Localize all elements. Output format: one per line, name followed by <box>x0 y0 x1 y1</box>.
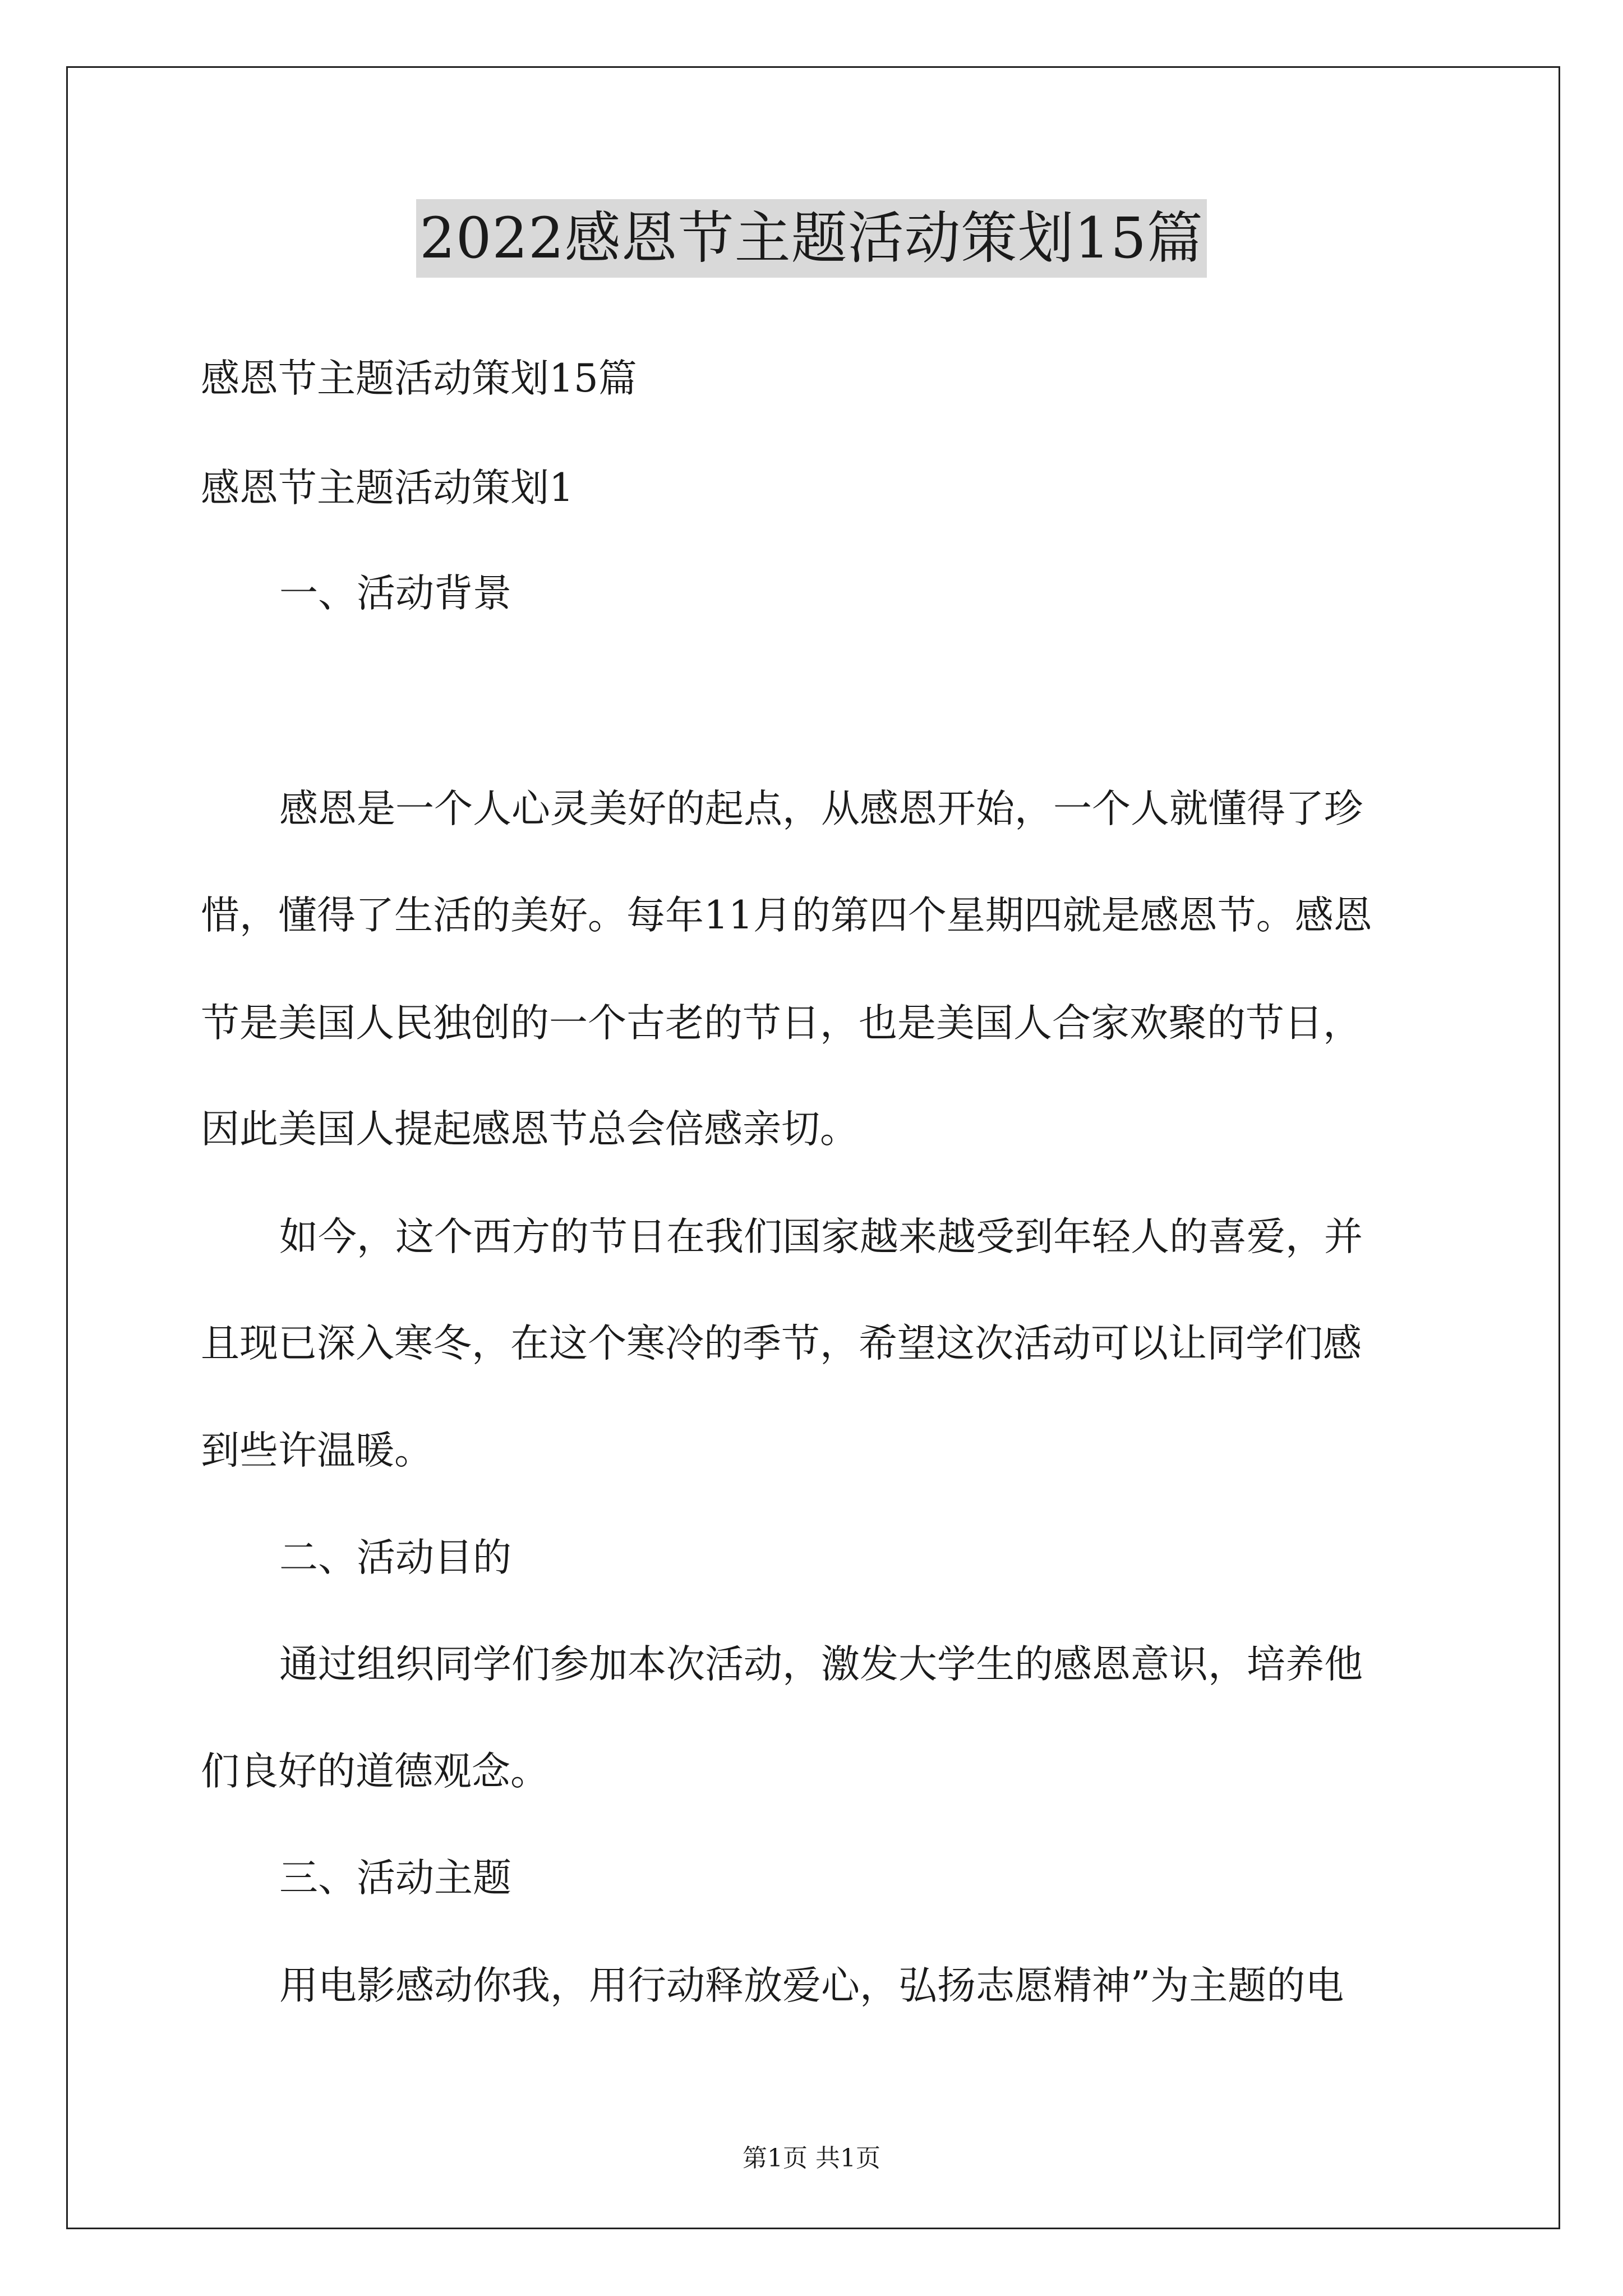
document-title: 2022感恩节主题活动策划15篇 <box>416 199 1207 278</box>
paragraph-line: 节是美国人民独创的一个古老的节日，也是美国人合家欢聚的节日， <box>201 1001 1362 1046</box>
section-heading: 感恩节主题活动策划1 <box>201 466 574 510</box>
heading-background: 一、活动背景 <box>279 571 511 616</box>
heading-purpose: 二、活动目的 <box>279 1535 511 1580</box>
paragraph-line: 且现已深入寒冬，在这个寒冷的季节，希望这次活动可以让同学们感 <box>201 1321 1362 1366</box>
paragraph-line: 惜，懂得了生活的美好。每年11月的第四个星期四就是感恩节。感恩 <box>201 893 1372 938</box>
paragraph-line: 如今，这个西方的节日在我们国家越来越受到年轻人的喜爱，并 <box>279 1214 1363 1259</box>
paragraph-line: 感恩是一个人心灵美好的起点，从感恩开始，一个人就懂得了珍 <box>279 786 1363 831</box>
paragraph-line: 通过组织同学们参加本次活动，激发大学生的感恩意识，培养他 <box>279 1642 1363 1687</box>
page-footer: 第1页 共1页 <box>743 2144 880 2173</box>
paragraph-line: 们良好的道德观念。 <box>201 1749 549 1794</box>
paragraph-line: 用电影感动你我，用行动释放爱心，弘扬志愿精神”为主题的电 <box>279 1963 1344 2008</box>
paragraph-line: 到些许温暖。 <box>201 1428 433 1473</box>
title-container <box>0 199 1623 278</box>
subtitle-line: 感恩节主题活动策划15篇 <box>201 356 637 401</box>
paragraph-line: 因此美国人提起感恩节总会倍感亲切。 <box>201 1107 859 1152</box>
heading-theme: 三、活动主题 <box>279 1856 511 1901</box>
